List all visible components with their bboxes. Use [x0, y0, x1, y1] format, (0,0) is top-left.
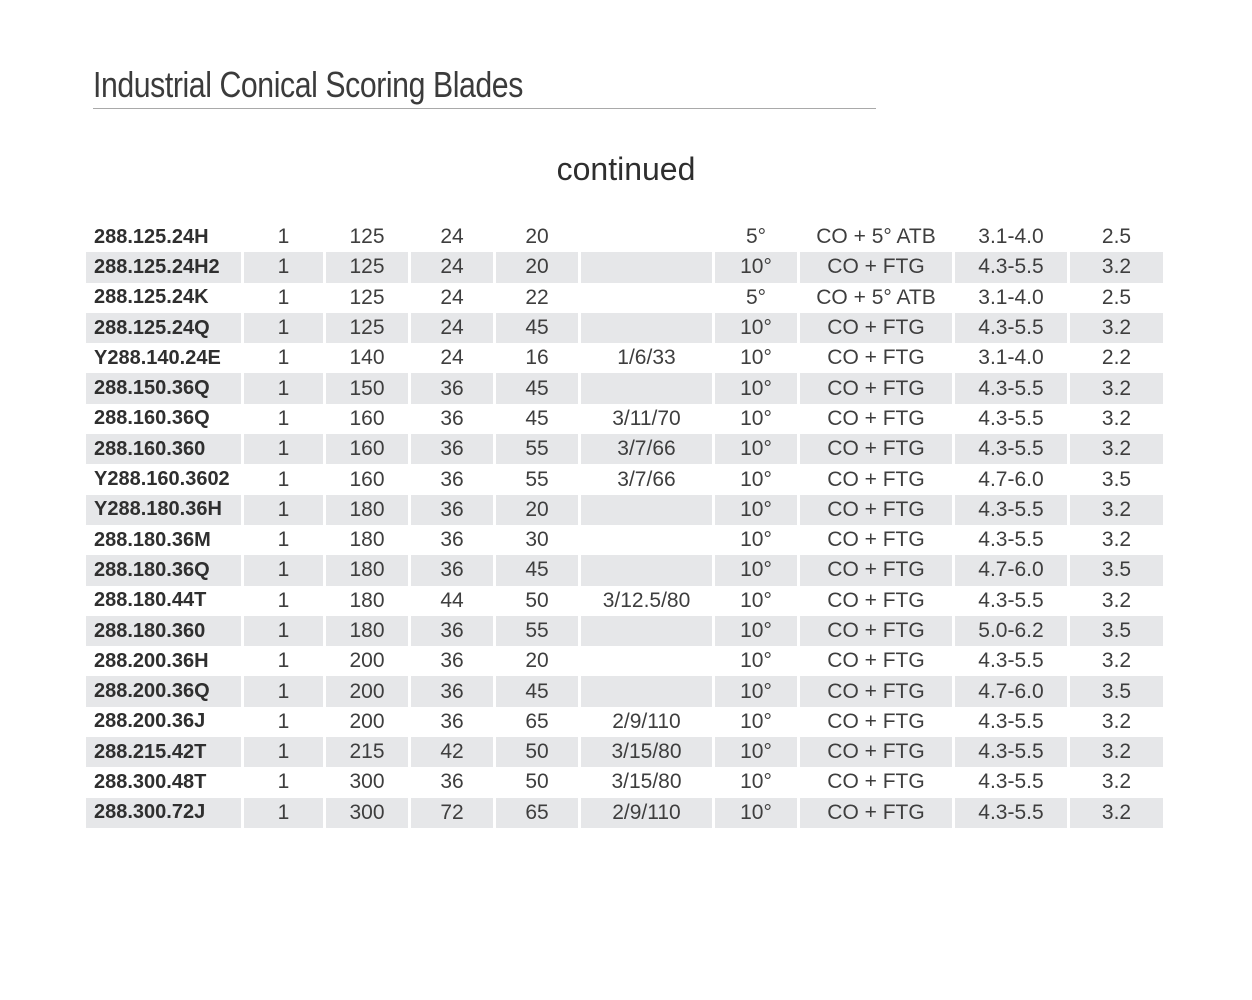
cell-part-number: 288.200.36H: [86, 646, 244, 676]
cell-bore: 50: [496, 767, 581, 797]
cell-quantity: 1: [244, 404, 326, 434]
cell-teeth: 36: [411, 495, 496, 525]
cell-diameter: 200: [326, 707, 411, 737]
cell-kerf: 4.3-5.5: [955, 586, 1070, 616]
cell-part-number: Y288.180.36H: [86, 495, 244, 525]
cell-plate: 3.2: [1070, 495, 1163, 525]
cell-diameter: 125: [326, 313, 411, 343]
cell-diameter: 300: [326, 767, 411, 797]
cell-teeth: 36: [411, 404, 496, 434]
cell-pinholes: 3/7/66: [581, 464, 715, 494]
cell-diameter: 200: [326, 676, 411, 706]
table-row: [86, 404, 1163, 434]
cell-diameter: 125: [326, 222, 411, 252]
cell-diameter: 160: [326, 434, 411, 464]
cell-diameter: 200: [326, 646, 411, 676]
cell-teeth: 72: [411, 798, 496, 828]
table-row: [86, 646, 1163, 676]
cell-angle: 10°: [715, 767, 800, 797]
cell-pinholes: [581, 676, 715, 706]
table-body: [86, 222, 1163, 828]
cell-quantity: 1: [244, 252, 326, 282]
cell-quantity: 1: [244, 343, 326, 373]
table-row: [86, 464, 1163, 494]
cell-teeth: 36: [411, 707, 496, 737]
cell-quantity: 1: [244, 495, 326, 525]
cell-angle: 10°: [715, 464, 800, 494]
table-row: [86, 737, 1163, 767]
page-title-text: Industrial Conical Scoring Blades: [93, 64, 523, 105]
cell-quantity: 1: [244, 676, 326, 706]
cell-plate: 3.2: [1070, 313, 1163, 343]
cell-quantity: 1: [244, 707, 326, 737]
cell-teeth: 44: [411, 586, 496, 616]
cell-pinholes: [581, 646, 715, 676]
cell-quantity: 1: [244, 373, 326, 403]
cell-tooth-form: CO + FTG: [800, 525, 955, 555]
cell-angle: 10°: [715, 616, 800, 646]
cell-plate: 3.5: [1070, 464, 1163, 494]
cell-kerf: 4.3-5.5: [955, 373, 1070, 403]
cell-kerf: 4.3-5.5: [955, 404, 1070, 434]
cell-teeth: 36: [411, 767, 496, 797]
cell-part-number: 288.150.36Q: [86, 373, 244, 403]
cell-tooth-form: CO + FTG: [800, 343, 955, 373]
cell-tooth-form: CO + FTG: [800, 464, 955, 494]
cell-bore: 20: [496, 495, 581, 525]
cell-tooth-form: CO + FTG: [800, 555, 955, 585]
cell-part-number: 288.160.36Q: [86, 404, 244, 434]
cell-tooth-form: CO + FTG: [800, 586, 955, 616]
cell-pinholes: [581, 252, 715, 282]
cell-bore: 45: [496, 555, 581, 585]
cell-part-number: 288.160.360: [86, 434, 244, 464]
cell-teeth: 24: [411, 343, 496, 373]
cell-angle: 10°: [715, 586, 800, 616]
cell-pinholes: [581, 313, 715, 343]
cell-plate: 3.2: [1070, 798, 1163, 828]
table-row: [86, 283, 1163, 313]
table-row: [86, 586, 1163, 616]
cell-tooth-form: CO + FTG: [800, 737, 955, 767]
cell-part-number: 288.300.72J: [86, 798, 244, 828]
cell-quantity: 1: [244, 798, 326, 828]
cell-pinholes: 2/9/110: [581, 707, 715, 737]
table-row: [86, 767, 1163, 797]
cell-bore: 50: [496, 586, 581, 616]
cell-part-number: 288.125.24Q: [86, 313, 244, 343]
cell-diameter: 215: [326, 737, 411, 767]
cell-teeth: 24: [411, 313, 496, 343]
cell-pinholes: [581, 283, 715, 313]
cell-teeth: 36: [411, 555, 496, 585]
cell-part-number: 288.125.24H2: [86, 252, 244, 282]
cell-tooth-form: CO + FTG: [800, 798, 955, 828]
cell-bore: 55: [496, 434, 581, 464]
cell-kerf: 4.3-5.5: [955, 798, 1070, 828]
cell-quantity: 1: [244, 464, 326, 494]
cell-plate: 3.5: [1070, 555, 1163, 585]
cell-diameter: 160: [326, 404, 411, 434]
cell-tooth-form: CO + FTG: [800, 646, 955, 676]
cell-kerf: 4.3-5.5: [955, 495, 1070, 525]
cell-diameter: 300: [326, 798, 411, 828]
cell-kerf: 4.3-5.5: [955, 525, 1070, 555]
cell-part-number: 288.300.48T: [86, 767, 244, 797]
cell-kerf: 3.1-4.0: [955, 283, 1070, 313]
cell-part-number: 288.200.36J: [86, 707, 244, 737]
cell-diameter: 160: [326, 464, 411, 494]
cell-plate: 2.5: [1070, 283, 1163, 313]
cell-angle: 10°: [715, 676, 800, 706]
cell-quantity: 1: [244, 434, 326, 464]
cell-bore: 30: [496, 525, 581, 555]
cell-quantity: 1: [244, 737, 326, 767]
cell-pinholes: 3/7/66: [581, 434, 715, 464]
cell-kerf: 4.3-5.5: [955, 252, 1070, 282]
cell-teeth: 24: [411, 222, 496, 252]
cell-tooth-form: CO + FTG: [800, 313, 955, 343]
cell-part-number: 288.125.24K: [86, 283, 244, 313]
cell-angle: 10°: [715, 373, 800, 403]
cell-diameter: 125: [326, 252, 411, 282]
cell-teeth: 24: [411, 252, 496, 282]
cell-plate: 3.2: [1070, 404, 1163, 434]
table-row: [86, 373, 1163, 403]
cell-angle: 10°: [715, 434, 800, 464]
cell-kerf: 5.0-6.2: [955, 616, 1070, 646]
cell-tooth-form: CO + FTG: [800, 495, 955, 525]
cell-teeth: 36: [411, 373, 496, 403]
cell-diameter: 180: [326, 525, 411, 555]
table-row: [86, 222, 1163, 252]
cell-plate: 3.2: [1070, 586, 1163, 616]
cell-angle: 10°: [715, 252, 800, 282]
table-row: [86, 798, 1163, 828]
cell-pinholes: 3/15/80: [581, 737, 715, 767]
cell-kerf: 4.3-5.5: [955, 737, 1070, 767]
cell-bore: 16: [496, 343, 581, 373]
cell-part-number: 288.180.36M: [86, 525, 244, 555]
cell-kerf: 4.3-5.5: [955, 434, 1070, 464]
cell-pinholes: [581, 222, 715, 252]
cell-pinholes: 2/9/110: [581, 798, 715, 828]
table-row: [86, 252, 1163, 282]
cell-tooth-form: CO + FTG: [800, 676, 955, 706]
cell-pinholes: 1/6/33: [581, 343, 715, 373]
cell-part-number: 288.200.36Q: [86, 676, 244, 706]
cell-tooth-form: CO + FTG: [800, 252, 955, 282]
cell-bore: 65: [496, 707, 581, 737]
cell-plate: 3.5: [1070, 616, 1163, 646]
cell-angle: 10°: [715, 737, 800, 767]
continued-label: continued: [556, 151, 696, 187]
cell-angle: 10°: [715, 495, 800, 525]
cell-pinholes: [581, 555, 715, 585]
table-row: [86, 525, 1163, 555]
cell-plate: 3.2: [1070, 737, 1163, 767]
cell-pinholes: [581, 616, 715, 646]
cell-pinholes: [581, 373, 715, 403]
cell-plate: 2.5: [1070, 222, 1163, 252]
cell-plate: 3.2: [1070, 525, 1163, 555]
cell-tooth-form: CO + 5° ATB: [800, 222, 955, 252]
cell-plate: 3.5: [1070, 676, 1163, 706]
cell-bore: 20: [496, 646, 581, 676]
cell-part-number: Y288.140.24E: [86, 343, 244, 373]
cell-angle: 5°: [715, 222, 800, 252]
cell-kerf: 3.1-4.0: [955, 222, 1070, 252]
cell-angle: 10°: [715, 525, 800, 555]
cell-angle: 10°: [715, 646, 800, 676]
cell-bore: 65: [496, 798, 581, 828]
cell-bore: 55: [496, 464, 581, 494]
cell-pinholes: 3/15/80: [581, 767, 715, 797]
cell-quantity: 1: [244, 646, 326, 676]
cell-part-number: 288.125.24H: [86, 222, 244, 252]
cell-kerf: 4.7-6.0: [955, 676, 1070, 706]
cell-bore: 22: [496, 283, 581, 313]
cell-bore: 45: [496, 373, 581, 403]
cell-diameter: 180: [326, 495, 411, 525]
cell-pinholes: 3/12.5/80: [581, 586, 715, 616]
cell-tooth-form: CO + FTG: [800, 767, 955, 797]
cell-plate: 3.2: [1070, 252, 1163, 282]
table-row: [86, 676, 1163, 706]
cell-plate: 2.2: [1070, 343, 1163, 373]
cell-plate: 3.2: [1070, 646, 1163, 676]
cell-plate: 3.2: [1070, 707, 1163, 737]
cell-teeth: 24: [411, 283, 496, 313]
cell-tooth-form: CO + FTG: [800, 616, 955, 646]
cell-bore: 20: [496, 252, 581, 282]
cell-teeth: 36: [411, 616, 496, 646]
cell-teeth: 42: [411, 737, 496, 767]
cell-angle: 10°: [715, 707, 800, 737]
cell-teeth: 36: [411, 525, 496, 555]
cell-part-number: Y288.160.3602: [86, 464, 244, 494]
cell-angle: 5°: [715, 283, 800, 313]
table-row: [86, 343, 1163, 373]
cell-plate: 3.2: [1070, 373, 1163, 403]
cell-bore: 20: [496, 222, 581, 252]
cell-teeth: 36: [411, 464, 496, 494]
cell-kerf: 4.3-5.5: [955, 646, 1070, 676]
cell-kerf: 3.1-4.0: [955, 343, 1070, 373]
cell-tooth-form: CO + FTG: [800, 404, 955, 434]
cell-part-number: 288.215.42T: [86, 737, 244, 767]
cell-quantity: 1: [244, 313, 326, 343]
cell-angle: 10°: [715, 555, 800, 585]
cell-teeth: 36: [411, 676, 496, 706]
cell-bore: 45: [496, 676, 581, 706]
cell-diameter: 150: [326, 373, 411, 403]
table-row: [86, 495, 1163, 525]
cell-pinholes: 3/11/70: [581, 404, 715, 434]
table-row: [86, 616, 1163, 646]
table-row: [86, 707, 1163, 737]
cell-diameter: 140: [326, 343, 411, 373]
cell-tooth-form: CO + FTG: [800, 373, 955, 403]
cell-kerf: 4.7-6.0: [955, 464, 1070, 494]
table-row: [86, 555, 1163, 585]
cell-tooth-form: CO + FTG: [800, 707, 955, 737]
cell-angle: 10°: [715, 313, 800, 343]
cell-quantity: 1: [244, 525, 326, 555]
cell-kerf: 4.3-5.5: [955, 313, 1070, 343]
cell-teeth: 36: [411, 434, 496, 464]
cell-angle: 10°: [715, 343, 800, 373]
blade-spec-table: [86, 222, 1163, 828]
cell-kerf: 4.3-5.5: [955, 707, 1070, 737]
cell-angle: 10°: [715, 798, 800, 828]
cell-kerf: 4.7-6.0: [955, 555, 1070, 585]
cell-part-number: 288.180.36Q: [86, 555, 244, 585]
cell-diameter: 180: [326, 616, 411, 646]
cell-diameter: 180: [326, 555, 411, 585]
cell-quantity: 1: [244, 767, 326, 797]
cell-bore: 45: [496, 313, 581, 343]
cell-teeth: 36: [411, 646, 496, 676]
cell-pinholes: [581, 525, 715, 555]
cell-bore: 45: [496, 404, 581, 434]
cell-pinholes: [581, 495, 715, 525]
table-row: [86, 434, 1163, 464]
cell-diameter: 125: [326, 283, 411, 313]
cell-tooth-form: CO + FTG: [800, 434, 955, 464]
cell-part-number: 288.180.44T: [86, 586, 244, 616]
cell-quantity: 1: [244, 586, 326, 616]
cell-quantity: 1: [244, 555, 326, 585]
table-row: [86, 313, 1163, 343]
cell-part-number: 288.180.360: [86, 616, 244, 646]
cell-plate: 3.2: [1070, 434, 1163, 464]
cell-plate: 3.2: [1070, 767, 1163, 797]
cell-bore: 50: [496, 737, 581, 767]
cell-tooth-form: CO + 5° ATB: [800, 283, 955, 313]
page-title: [93, 62, 876, 109]
cell-angle: 10°: [715, 404, 800, 434]
cell-quantity: 1: [244, 222, 326, 252]
cell-quantity: 1: [244, 616, 326, 646]
cell-kerf: 4.3-5.5: [955, 767, 1070, 797]
cell-bore: 55: [496, 616, 581, 646]
cell-quantity: 1: [244, 283, 326, 313]
cell-diameter: 180: [326, 586, 411, 616]
